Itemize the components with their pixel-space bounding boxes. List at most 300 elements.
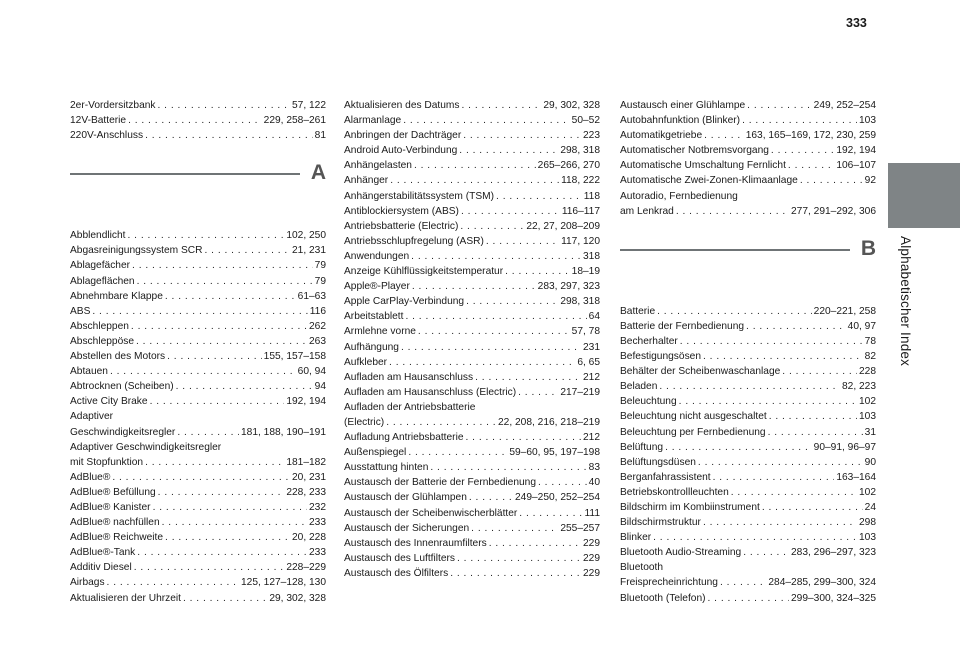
index-term: AdBlue® nachfüllen [70, 517, 160, 529]
leader-dots [459, 143, 558, 158]
leader-dots [762, 500, 863, 515]
index-term: Aufkleber [344, 356, 388, 368]
index-term: 12V-Batterie [70, 115, 127, 127]
index-term: Beleuchtung per Fernbedienung [620, 426, 766, 438]
index-entry [620, 500, 876, 515]
leader-dots [743, 545, 789, 560]
index-term: Abtauen [70, 366, 108, 378]
leader-dots [162, 515, 307, 530]
index-term: Austausch der Scheibenwischerblätter [344, 507, 518, 519]
leader-dots [466, 294, 558, 309]
index-pages: 78 [864, 335, 876, 347]
leader-dots [412, 279, 536, 294]
index-entry [344, 279, 600, 294]
leader-dots [680, 334, 863, 349]
index-term: Geschwindigkeitsregler [70, 426, 176, 438]
index-entry [70, 274, 326, 289]
index-term: Anbringen der Dachträger [344, 130, 462, 142]
leader-dots [463, 128, 581, 143]
leader-dots [703, 349, 863, 364]
index-entry [70, 500, 326, 515]
index-entry [70, 485, 326, 500]
leader-dots [782, 364, 857, 379]
index-term: Austausch der Batterie der Fernbedienung [344, 477, 536, 489]
index-pages: 82 [864, 351, 876, 363]
leader-dots [389, 355, 575, 370]
index-term: Becherhalter [620, 335, 678, 347]
index-entry [344, 249, 600, 264]
index-entry [620, 304, 876, 319]
index-entry [70, 319, 326, 334]
leader-dots [112, 470, 290, 485]
index-pages: 299–300, 324–325 [791, 592, 876, 604]
index-entry [620, 394, 876, 409]
leader-dots [518, 385, 558, 400]
index-pages: 155, 157–158 [263, 351, 326, 363]
leader-dots [165, 289, 296, 304]
index-pages: 61–63 [297, 290, 326, 302]
leader-dots [788, 158, 834, 173]
index-entry [620, 485, 876, 500]
leader-dots [430, 460, 586, 475]
index-pages: 192, 194 [286, 396, 326, 408]
leader-dots [405, 309, 586, 324]
index-term: AdBlue® Kanister [70, 501, 151, 513]
index-pages: 57, 78 [571, 326, 600, 338]
index-entry [70, 409, 326, 439]
index-entry [70, 258, 326, 273]
index-entry [620, 143, 876, 158]
leader-dots [665, 440, 812, 455]
leader-dots [771, 143, 834, 158]
index-pages: 102, 250 [286, 230, 326, 242]
leader-dots [676, 204, 789, 219]
index-pages: 102 [859, 486, 876, 498]
index-entry [344, 355, 600, 370]
index-entry [344, 445, 600, 460]
index-term: Abnehmbare Klappe [70, 290, 163, 302]
index-pages: 116 [309, 305, 326, 317]
leader-dots [414, 158, 536, 173]
index-entry [620, 591, 876, 606]
index-term: Bildschirm im Kombiinstrument [620, 501, 760, 513]
index-term: Berganfahrassistent [620, 471, 711, 483]
index-term-line2 [620, 204, 876, 219]
index-pages: 298 [859, 517, 876, 529]
index-term-line1: Autoradio, Fernbedienung [620, 190, 738, 202]
index-term: Aufladung Antriebsbatterie [344, 432, 464, 444]
letter-rule [620, 249, 850, 251]
index-pages: 20, 231 [292, 471, 326, 483]
index-entry [70, 394, 326, 409]
side-tab [888, 163, 960, 228]
leader-dots [486, 234, 559, 249]
index-term: Bildschirmstruktur [620, 517, 701, 529]
index-pages: 29, 302, 328 [269, 592, 326, 604]
index-term: Aufladen am Hausanschluss [344, 371, 474, 383]
index-term: Bluetooth (Telefon) [620, 592, 706, 604]
leader-dots [538, 475, 587, 490]
index-pages: 229, 258–261 [263, 115, 326, 127]
index-pages: 228–229 [286, 562, 326, 574]
index-term: Belüftung [620, 441, 664, 453]
index-pages: 212 [583, 371, 600, 383]
index-entry [344, 219, 600, 234]
leader-dots [698, 455, 863, 470]
index-term: Abschleppöse [70, 335, 135, 347]
leader-dots [177, 425, 239, 440]
leader-dots [418, 324, 570, 339]
leader-dots [158, 485, 285, 500]
index-entry [70, 364, 326, 379]
index-entry [620, 425, 876, 440]
index-term: Anhängelasten [344, 160, 412, 172]
index-entry [70, 591, 326, 606]
leader-dots [471, 521, 558, 536]
page-number: 333 [846, 16, 867, 30]
index-term: Aufhängung [344, 341, 399, 353]
leader-dots [742, 113, 857, 128]
index-entry [344, 324, 600, 339]
leader-dots [128, 228, 285, 243]
index-term-line2 [344, 415, 600, 430]
index-pages: 60, 94 [297, 366, 326, 378]
leader-dots [92, 304, 307, 319]
index-entry [70, 560, 326, 575]
leader-dots [167, 349, 262, 364]
index-term: Behälter der Scheibenwaschanlage [620, 366, 781, 378]
index-pages: 229 [583, 567, 600, 579]
leader-dots [713, 470, 835, 485]
index-entry [70, 243, 326, 258]
leader-dots [145, 128, 313, 143]
index-entry [620, 113, 876, 128]
index-term: Beleuchtung [620, 396, 677, 408]
index-entry [344, 264, 600, 279]
index-pages: 103 [859, 411, 876, 423]
index-pages: 50–52 [571, 115, 600, 127]
index-term: Belüftungsdüsen [620, 456, 696, 468]
index-term: 220V-Anschluss [70, 130, 144, 142]
leader-dots [401, 340, 581, 355]
index-term: Austausch der Glühlampen [344, 492, 467, 504]
index-pages: 64 [588, 311, 600, 323]
index-pages: 40 [588, 477, 600, 489]
index-pages: 21, 231 [292, 245, 326, 257]
index-column-3 [620, 98, 876, 606]
index-term: Anhänger [344, 175, 389, 187]
index-entry [620, 530, 876, 545]
index-pages: 92 [864, 175, 876, 187]
index-term: Antiblockiersystem (ABS) [344, 205, 459, 217]
index-term: Blinker [620, 532, 652, 544]
index-term: Aktualisieren der Uhrzeit [70, 592, 181, 604]
index-pages: 81 [314, 130, 326, 142]
index-pages: 83 [588, 462, 600, 474]
leader-dots [768, 425, 863, 440]
index-entry [70, 113, 326, 128]
letter-char: B [860, 236, 876, 260]
index-entry [70, 575, 326, 590]
leader-dots [769, 409, 857, 424]
index-term: Anwendungen [344, 250, 410, 262]
index-term: Android Auto-Verbindung [344, 145, 458, 157]
index-term: Anhängerstabilitätssystem (TSM) [344, 190, 495, 202]
index-term-line1: Adaptiver [70, 411, 114, 423]
index-entry [620, 158, 876, 173]
index-pages: 212 [583, 432, 600, 444]
index-pages: 277, 291–292, 306 [791, 205, 876, 217]
index-term: Beladen [620, 381, 658, 393]
index-entry [344, 400, 600, 430]
leader-dots [131, 319, 307, 334]
index-term: Automatikgetriebe [620, 130, 703, 142]
index-entry [344, 309, 600, 324]
index-entry [344, 536, 600, 551]
leader-dots [747, 98, 812, 113]
index-term-line1: Aufladen der Antriebsbatterie [344, 401, 476, 413]
index-entry [344, 158, 600, 173]
index-pages: 82, 223 [842, 381, 876, 393]
index-term-line2 [70, 425, 326, 440]
index-term: Außenspiegel [344, 447, 407, 459]
index-pages: 117, 120 [561, 235, 600, 247]
index-pages: 90–91, 96–97 [813, 441, 876, 453]
index-entry [620, 470, 876, 485]
index-entry [344, 430, 600, 445]
index-entry [620, 364, 876, 379]
leader-dots [134, 560, 285, 575]
index-pages: 102 [859, 396, 876, 408]
index-entry [344, 566, 600, 581]
index-entry [344, 113, 600, 128]
index-term: Bluetooth Audio-Streaming [620, 547, 742, 559]
index-term-line2 [620, 575, 876, 590]
index-pages: 298, 318 [560, 145, 600, 157]
index-column-1 [70, 98, 326, 606]
index-pages: 79 [314, 275, 326, 287]
index-pages: 283, 297, 323 [537, 281, 600, 293]
index-term: Batterie der Fernbedienung [620, 320, 745, 332]
index-term: Austausch des Innenraumfilters [344, 537, 487, 549]
index-pages: 79 [314, 260, 326, 272]
index-term: Abschleppen [70, 320, 129, 332]
leader-dots [165, 530, 290, 545]
index-term: Alarmanlage [344, 115, 402, 127]
index-entry [70, 334, 326, 349]
index-pages: 106–107 [836, 160, 876, 172]
leader-dots [703, 515, 857, 530]
index-pages: 103 [859, 115, 876, 127]
leader-dots [107, 575, 239, 590]
leader-dots [720, 575, 766, 590]
leader-dots [411, 249, 581, 264]
index-pages: 163, 165–169, 172, 230, 259 [745, 130, 876, 142]
index-pages: 90 [864, 456, 876, 468]
leader-dots [461, 204, 560, 219]
index-term: Antriebsschlupfregelung (ASR) [344, 235, 484, 247]
index-pages: 249–250, 252–254 [515, 492, 600, 504]
index-pages: 118, 222 [561, 175, 600, 187]
index-term: Austausch des Luftfilters [344, 552, 455, 564]
index-entry [620, 128, 876, 143]
index-term: Befestigungsösen [620, 351, 701, 363]
index-term: Aktualisieren des Datums [344, 100, 460, 111]
index-term: Aufladen am Hausanschluss (Electric) [344, 386, 517, 398]
index-entry [344, 490, 600, 505]
index-pages: 233 [309, 547, 326, 559]
index-term: Antriebsbatterie (Electric) [344, 220, 459, 232]
index-entry [620, 560, 876, 590]
leader-dots [704, 128, 744, 143]
index-term: Abgasreinigungssystem SCR [70, 245, 203, 257]
index-entry [620, 334, 876, 349]
leader-dots [158, 98, 290, 113]
letter-heading [70, 161, 326, 228]
index-pages: 57, 122 [292, 100, 326, 111]
leader-dots [679, 394, 857, 409]
leader-dots [403, 113, 569, 128]
index-term: AdBlue®-Tank [70, 547, 136, 559]
index-pages: 284–285, 299–300, 324 [768, 577, 876, 589]
index-entry [620, 349, 876, 364]
index-pages: 232 [309, 501, 326, 513]
index-entry [620, 98, 876, 113]
index-column-2 [344, 98, 600, 581]
index-term: Abtrocknen (Scheiben) [70, 381, 174, 393]
index-pages: 29, 302, 328 [543, 100, 600, 111]
index-entry [344, 189, 600, 204]
index-pages: 125, 127–128, 130 [241, 577, 326, 589]
index-entry [620, 173, 876, 188]
index-entry [620, 319, 876, 334]
index-entry [344, 460, 600, 475]
leader-dots [708, 591, 790, 606]
index-entry [620, 379, 876, 394]
index-entry [344, 128, 600, 143]
index-pages: 181–182 [286, 456, 326, 468]
leader-dots [390, 173, 559, 188]
index-term: Airbags [70, 577, 105, 589]
index-entry [344, 294, 600, 309]
index-term: Apple®-Player [344, 281, 410, 293]
index-term: Anzeige Kühlflüssigkeitstemperatur [344, 266, 504, 278]
index-term: 2er-Vordersitzbank [70, 100, 156, 111]
index-pages: 262 [309, 320, 326, 332]
index-pages: 103 [859, 532, 876, 544]
index-pages: 265–266, 270 [537, 160, 600, 172]
leader-dots [137, 545, 307, 560]
index-pages: 220–221, 258 [813, 305, 876, 317]
index-term: mit Stopfunktion [70, 456, 144, 468]
index-entry [620, 545, 876, 560]
leader-dots [132, 258, 313, 273]
index-entry [344, 173, 600, 188]
index-term: ABS [70, 305, 91, 317]
index-term: Automatische Zwei-Zonen-Klimaanlage [620, 175, 798, 187]
leader-dots [153, 500, 307, 515]
index-entry [70, 470, 326, 485]
index-term: Abblendlicht [70, 230, 126, 242]
index-term: Austausch einer Glühlampe [620, 100, 746, 111]
leader-dots [489, 536, 581, 551]
index-entry [344, 143, 600, 158]
index-term: Arbeitstablett [344, 311, 404, 323]
leader-dots [145, 455, 284, 470]
index-term: (Electric) [344, 416, 385, 428]
index-entry [344, 204, 600, 219]
index-pages: 111 [584, 507, 600, 519]
leader-dots [460, 219, 524, 234]
index-term: Apple CarPlay-Verbindung [344, 296, 465, 308]
index-term-line1: Adaptiver Geschwindigkeitsregler [70, 441, 222, 453]
leader-dots [408, 445, 507, 460]
index-pages: 181, 188, 190–191 [241, 426, 326, 438]
index-term: Freisprecheinrichtung [620, 577, 718, 589]
index-entry [70, 128, 326, 143]
index-term: Active City Brake [70, 396, 148, 408]
letter-rule [70, 173, 300, 175]
index-term: Beleuchtung nicht ausgeschaltet [620, 411, 767, 423]
index-term: Austausch der Sicherungen [344, 522, 470, 534]
index-term: Austausch des Ölfilters [344, 567, 449, 579]
index-entry [620, 455, 876, 470]
index-term-line2 [70, 455, 326, 470]
index-pages: 20, 228 [292, 532, 326, 544]
index-pages: 255–257 [560, 522, 600, 534]
index-pages: 217–219 [560, 386, 600, 398]
index-term: Armlehne vorne [344, 326, 416, 338]
index-entry [70, 98, 326, 113]
leader-dots [746, 319, 846, 334]
index-pages: 31 [864, 426, 876, 438]
index-term: Ausstattung hinten [344, 462, 429, 474]
index-term: Automatische Umschaltung Fernlicht [620, 160, 786, 172]
leader-dots [505, 264, 570, 279]
index-term: Batterie [620, 305, 656, 317]
index-pages: 192, 194 [836, 145, 876, 157]
index-entry [344, 551, 600, 566]
index-pages: 231 [583, 341, 600, 353]
leader-dots [653, 530, 857, 545]
index-pages: 163–164 [836, 471, 876, 483]
index-pages: 318 [583, 250, 600, 262]
index-pages: 22, 208, 216, 218–219 [498, 416, 600, 428]
index-entry [70, 228, 326, 243]
index-entry [344, 340, 600, 355]
index-entry [344, 234, 600, 249]
index-entry [70, 289, 326, 304]
index-pages: 229 [583, 552, 600, 564]
index-pages: 249, 252–254 [813, 100, 876, 111]
leader-dots [519, 506, 582, 521]
side-title: Alphabetischer Index [898, 236, 913, 367]
index-entry [70, 440, 326, 470]
index-pages: 24 [864, 501, 876, 513]
index-term: Betriebskontrollleuchten [620, 486, 729, 498]
index-pages: 233 [309, 517, 326, 529]
index-term: am Lenkrad [620, 205, 674, 217]
leader-dots [457, 551, 581, 566]
index-entry [344, 521, 600, 536]
leader-dots [496, 189, 582, 204]
index-entry [70, 304, 326, 319]
index-pages: 59–60, 95, 197–198 [509, 447, 600, 459]
index-pages: 229 [583, 537, 600, 549]
index-term: Additiv Diesel [70, 562, 132, 574]
index-entry [344, 385, 600, 400]
index-entry [344, 475, 600, 490]
